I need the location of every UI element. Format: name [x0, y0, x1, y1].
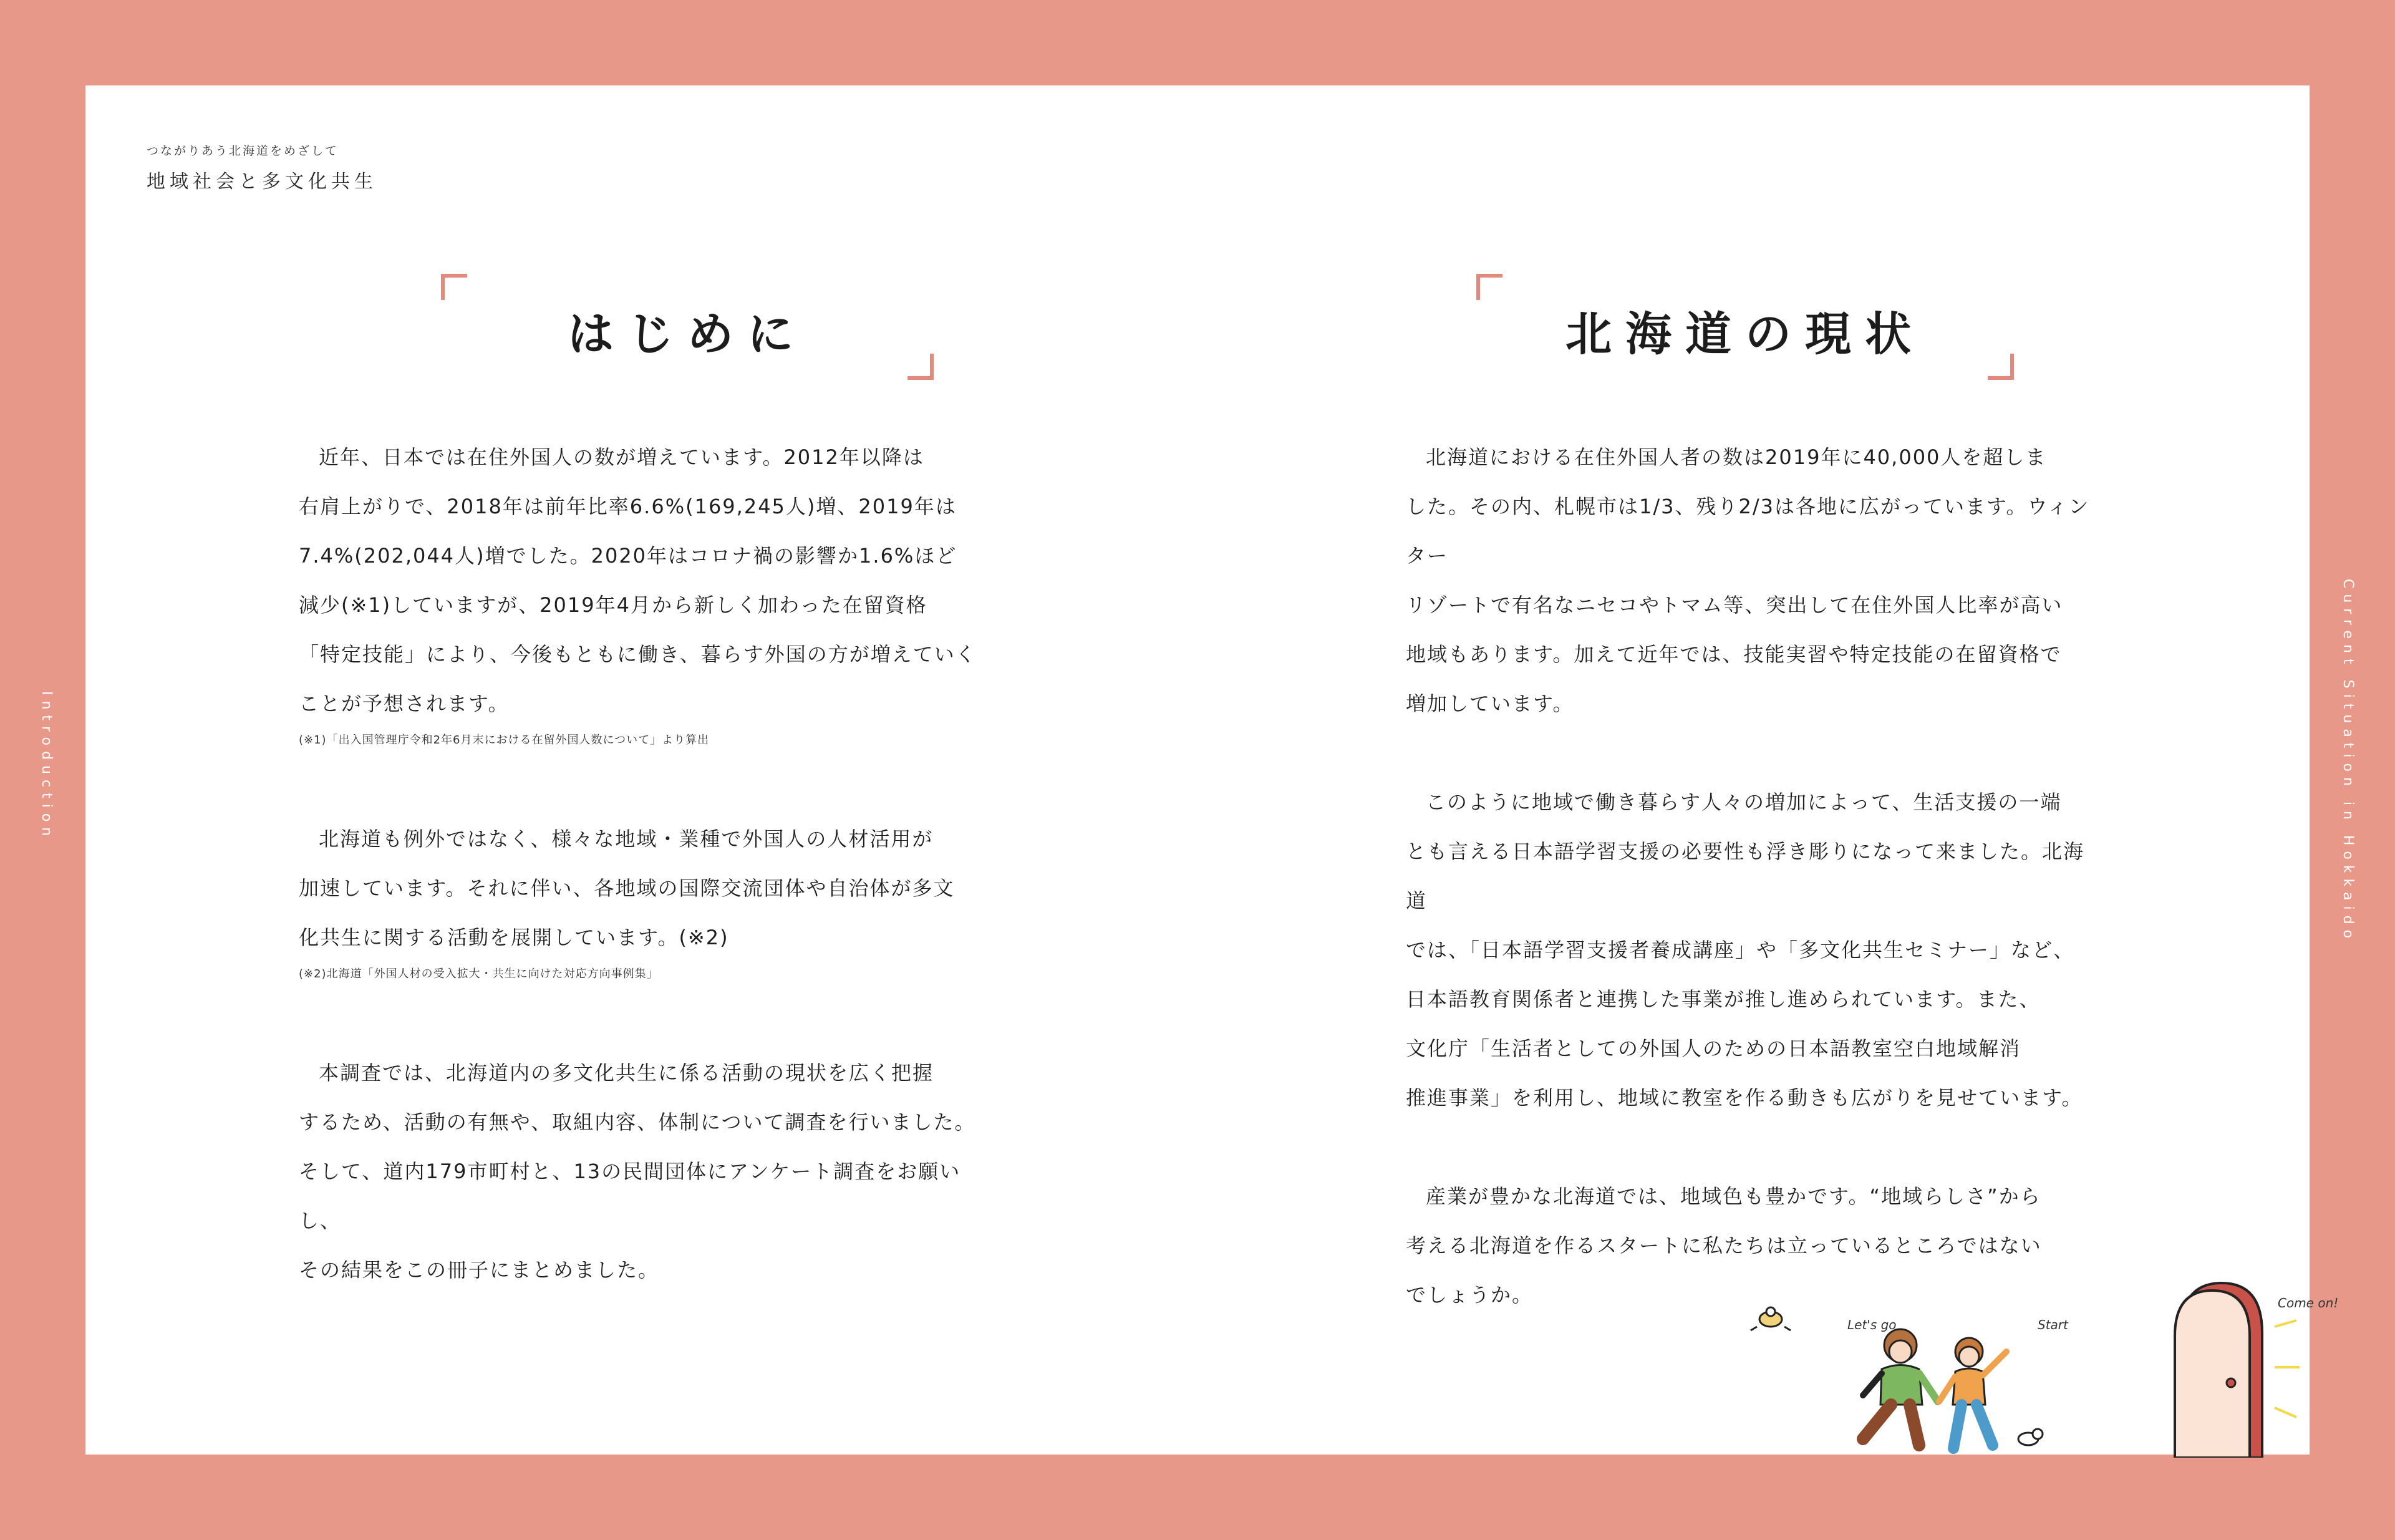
right-heading-block [1476, 274, 2014, 380]
running-head [147, 142, 377, 193]
paragraph-gap [1406, 1123, 2096, 1172]
speech-start: Start [2038, 1317, 2068, 1332]
bug-icon [1751, 1307, 1791, 1330]
left-paragraph-3: 本調査では、北海道内の多文化共生に係る活動の現状を広く把握 するため、活動の有無や、取組内容、体制について調査を行いました。 そして、道内179市町村と、13の民間団体にアンケート調査をお願いし、 その結果をこの冊子にまとめました。 [299, 1061, 976, 1282]
paragraph-gap [299, 750, 989, 815]
speech-lets-go: Let's go [1847, 1317, 1897, 1332]
bracket-open-icon [441, 274, 467, 300]
side-label-current-situation: Current Situation in Hokkaido [2340, 579, 2356, 944]
walking-people-illustration [1713, 1258, 2339, 1458]
left-paragraph-2: 北海道も例外ではなく、様々な地域・業種で外国人の人材活用が 加速しています。それに伴い、各地域の国際交流団体や自治体が多文 化共生に関する活動を展開しています。(※2) [299, 827, 955, 949]
cat-icon [2018, 1429, 2043, 1445]
page-sheet [85, 85, 2339, 1455]
side-label-introduction: Introduction [39, 691, 54, 842]
girl-figure [1939, 1338, 2006, 1448]
running-head-title: 地域社会と多文化共生 [147, 171, 377, 193]
paragraph-gap [299, 984, 989, 1048]
speech-come-on: Come on! [2278, 1295, 2339, 1310]
left-paragraph-1: 近年、日本では在住外国人の数が増えています。2012年以降は 右肩上がりで、2018年は前年比率6.6%(169,245人)増、2019年は 7.4%(202,044人)増でした。2020年はコロナ禍の影響か1.6%ほど 減少(※1)していますが、2019年4月から新しく加わった在留資格 「特定技能」により、今後もともに働き、暮らす外国の方が増えていく ことが予想されます。 [299, 445, 977, 715]
running-head-subtitle: つながりあう北海道をめざして [147, 144, 339, 158]
right-column [1406, 433, 2096, 1320]
left-heading: はじめに [568, 308, 807, 361]
right-paragraph-3: 産業が豊かな北海道では、地域色も豊かです。“地域らしさ”から 考える北海道を作るスタートに私たちは立っているところではない でしょうか。 [1406, 1184, 2042, 1307]
footnote-1: (※1)「出入国管理庁令和2年6月末における在留外国人数について」より算出 [299, 734, 710, 747]
illustration-art [1713, 1258, 2312, 1458]
bracket-open-icon [1476, 274, 1502, 300]
bracket-close-icon [907, 354, 934, 380]
left-column [299, 433, 989, 1295]
bracket-close-icon [1988, 354, 2014, 380]
boy-figure [1863, 1329, 1938, 1445]
right-paragraph-2: このように地域で働き暮らす人々の増加によって、生活支援の一端 とも言える日本語学習支援の必要性も浮き彫りになって来ました。北海道 では、「日本語学習支援者養成講座」や「多文化共生セミナー」など、 日本語教育関係者と連携した事業が推し進められています。また、 文化庁「生活者としての外国人のための日本語教室空白地域解消 推進事業」を利用し、地域に教室を作る動きも広がりを見せています。 [1406, 790, 2085, 1110]
left-heading-block [441, 274, 934, 380]
paragraph-gap [1406, 729, 2096, 778]
right-heading: 北海道の現状 [1565, 308, 1925, 361]
footnote-2: (※2)北海道「外国人材の受入拡大・共生に向けた対応方向事例集」 [299, 967, 659, 981]
right-paragraph-1: 北海道における在住外国人者の数は2019年に40,000人を超しま した。その内、札幌市は1/3、残り2/3は各地に広がっています。ウィンター リゾートで有名なニセコやトマム等、突出して在住外国人比率が高い 地域もあります。加えて近年では、技能実習や特定技能の在留資格で 増加しています。 [1406, 445, 2090, 715]
